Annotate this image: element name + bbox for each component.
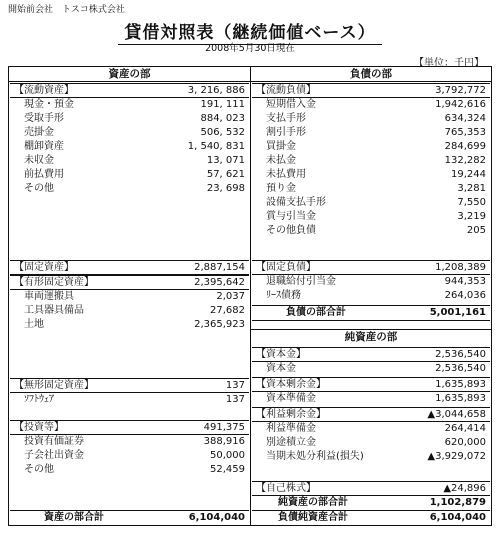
equity-total-row: 純資産の部合計 1,102,879 — [278, 497, 486, 508]
fixed-assets-row: 【固定資産】 2,887,154 — [10, 260, 249, 275]
liability-row: 割引手形 765,353 — [266, 127, 486, 138]
tangible-assets-row: 【有形固定資産】 2,395,642 — [10, 275, 249, 290]
investments-row: 【投資等】 491,375 — [10, 420, 249, 435]
equity-row: 別途積立金 620,000 — [266, 437, 486, 448]
balance-sheet-table — [8, 66, 492, 526]
equity-row: 資本金 2,536,540 — [266, 363, 486, 374]
fixed-liabilities-row: 【固定負債】 1,208,389 — [252, 260, 490, 275]
liability-row: その他負債 205 — [266, 225, 486, 236]
grand-total-row: 負債純資産合計 6,104,040 — [252, 510, 490, 526]
asset-row: その他 52,459 — [24, 464, 245, 475]
capital-surplus-row: 【資本剰余金】 1,635,893 — [252, 377, 490, 392]
asset-row: 投資有価証券 388,916 — [24, 436, 245, 447]
retained-earnings-row: 【利益剰余金】 ▲3,044,658 — [252, 407, 490, 422]
asset-row: 子会社出資金 50,000 — [24, 450, 245, 461]
liability-row: 短期借入金 1,942,616 — [266, 99, 486, 110]
asset-row: 工具器具備品 27,682 — [24, 305, 245, 316]
current-liabilities-row: 【流動負債】 3,792,772 — [252, 83, 490, 98]
current-assets-row: 【流動資産】 3, 216, 886 — [10, 83, 249, 98]
asset-row: その他 23, 698 — [24, 183, 245, 194]
asset-row: 売掛金 506, 532 — [24, 127, 245, 138]
capital-row: 【資本金】 2,536,540 — [252, 347, 490, 362]
intangible-assets-row: 【無形固定資産】 137 — [10, 378, 249, 393]
asset-row: 棚卸資産 1, 540, 831 — [24, 141, 245, 152]
liability-row: 退職給付引当金 944,353 — [266, 276, 486, 287]
liabilities-total-row: 負債の部合計 5,001,161 — [252, 305, 490, 321]
column-divider — [250, 67, 251, 525]
equity-row: 利益準備金 264,414 — [266, 423, 486, 434]
equity-row: 当期未処分利益(損失) ▲3,929,072 — [266, 451, 486, 462]
liability-row: 賞与引当金 3,219 — [266, 211, 486, 222]
liability-row: 預り金 3,281 — [266, 183, 486, 194]
document-title: 貸借対照表（継続価値ベース） — [0, 18, 500, 43]
assets-total-row: 資産の部合計 6,104,040 — [10, 510, 249, 526]
asset-row: 受取手形 884, 023 — [24, 113, 245, 124]
treasury-stock-row: 【自己株式】 ▲24,896 — [252, 481, 490, 496]
liability-row: ﾘｰｽ債務 264,036 — [266, 290, 486, 301]
asset-row: 車両運搬具 2,037 — [24, 291, 245, 302]
asset-row: 未収金 13, 071 — [24, 155, 245, 166]
asset-row: 土地 2,365,923 — [24, 319, 245, 330]
liability-row: 未払金 132,282 — [266, 155, 486, 166]
asset-row: 前払費用 57, 621 — [24, 169, 245, 180]
liability-row: 買掛金 284,699 — [266, 141, 486, 152]
equity-heading: 純資産の部 — [344, 331, 398, 343]
asset-row: 現金・預金 191, 111 — [24, 99, 245, 110]
unit-label: 【単位：千円】 — [414, 58, 484, 69]
liabilities-heading: 負債の部 — [251, 67, 491, 82]
assets-heading: 資産の部 — [9, 67, 250, 82]
liability-row: 設備支払手形 7,550 — [266, 197, 486, 208]
liability-row: 未払費用 19,244 — [266, 169, 486, 180]
asset-row: ｿﾌﾄｳｪｱ 137 — [24, 394, 245, 405]
as-of-date: 2008年5月30日現在 — [205, 43, 295, 54]
equity-row: 資本準備金 1,635,893 — [266, 393, 486, 404]
company-name: 開始前会社 トスコ株式会社 — [8, 5, 125, 15]
liability-row: 支払手形 634,324 — [266, 113, 486, 124]
